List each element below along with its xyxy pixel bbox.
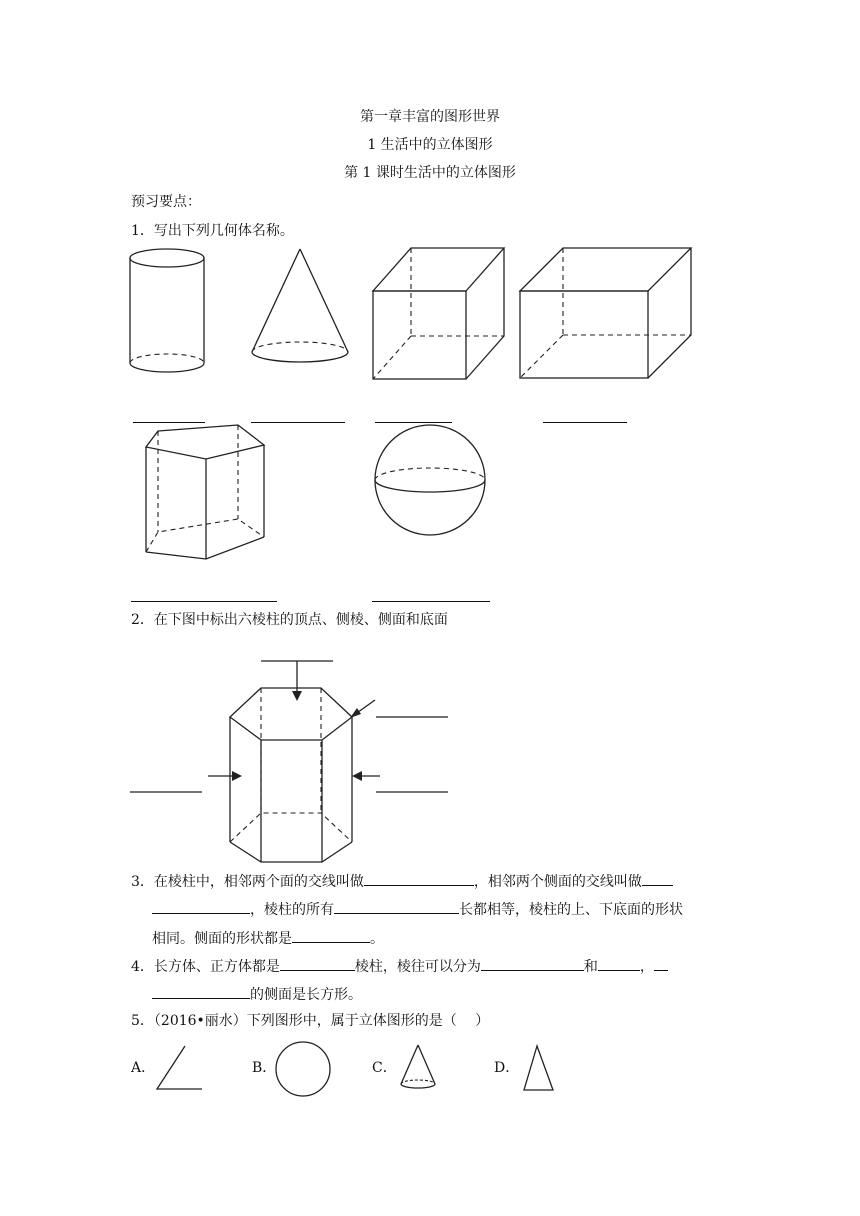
question-number: 3． — [131, 874, 154, 890]
answer-line-4 — [543, 422, 627, 423]
question-text: 在下图中标出六棱柱的顶点、侧棱、侧面和底面 — [153, 612, 448, 628]
blank[interactable] — [152, 983, 250, 999]
circle-icon[interactable] — [274, 1040, 334, 1100]
hexagonal-prism-icon — [128, 655, 458, 870]
cone-small-icon[interactable] — [398, 1043, 440, 1093]
question-3-line-2 — [152, 898, 683, 920]
blank[interactable] — [280, 955, 355, 971]
blank[interactable] — [654, 955, 668, 971]
q3-text-b: ，相邻两个侧面的交线叫做 — [473, 874, 642, 890]
question-number: 5． — [131, 1013, 154, 1029]
question-2 — [131, 610, 448, 630]
q3-text-e: 相同。侧面的形状都是 — [152, 931, 292, 947]
blank[interactable] — [481, 955, 584, 971]
section-title: 1 生活中的立体图形 — [367, 137, 493, 153]
cylinder-icon — [127, 245, 211, 380]
preview-title: 预习要点： — [131, 194, 201, 210]
q4-text-c: 和 — [583, 959, 598, 975]
q3-text-a: 在棱柱中，相邻两个面的交线叫做 — [153, 874, 364, 890]
q3-text-d: 长都相等，棱柱的上、下底面的形状 — [459, 902, 683, 918]
q3-text-f: 。 — [370, 931, 384, 947]
question-text: 写出下列几何体名称。 — [153, 223, 294, 239]
option-d-label[interactable]: D． — [494, 1060, 520, 1076]
question-number: 2． — [131, 612, 154, 628]
q3-text-c: ，棱柱的所有 — [250, 902, 334, 918]
blank[interactable] — [642, 870, 673, 886]
question-3 — [131, 870, 673, 892]
angle-icon[interactable] — [155, 1043, 205, 1093]
blank[interactable] — [152, 898, 250, 914]
sphere-icon — [370, 423, 490, 543]
answer-line-6 — [372, 601, 490, 602]
question-3-line-3 — [152, 927, 384, 949]
question-4-line-2 — [152, 983, 362, 1005]
q4-text-a: 长方体、正方体都是 — [153, 959, 280, 975]
question-number: 1． — [131, 223, 154, 239]
q4-text-d: ， — [639, 959, 654, 975]
lesson-title: 第 1 课时生活中的立体图形 — [344, 165, 516, 181]
q4-text-e: 的侧面是长方形。 — [250, 987, 362, 1003]
q4-text-b: 棱柱，棱往可以分为 — [354, 959, 481, 975]
blank[interactable] — [598, 955, 640, 971]
question-number: 4． — [131, 959, 154, 975]
cuboid-icon — [517, 243, 697, 383]
question-5 — [131, 1011, 489, 1031]
blank[interactable] — [292, 927, 370, 943]
option-b-label[interactable]: B． — [252, 1060, 277, 1076]
question-4 — [131, 955, 668, 977]
option-c-label[interactable]: C． — [372, 1060, 397, 1076]
cone-icon — [248, 245, 352, 370]
blank[interactable] — [364, 870, 474, 886]
option-a-label[interactable]: A． — [131, 1060, 156, 1076]
question-text: （2016•丽水）下列图形中，属于立体图形的是（ ） — [153, 1013, 490, 1029]
cube-icon — [370, 243, 510, 383]
answer-line-5 — [131, 601, 277, 602]
triangle-icon[interactable] — [520, 1043, 560, 1093]
chapter-title: 第一章丰富的图形世界 — [360, 109, 500, 125]
pentagonal-prism-icon — [138, 422, 273, 562]
question-1 — [131, 221, 294, 241]
blank[interactable] — [334, 898, 459, 914]
